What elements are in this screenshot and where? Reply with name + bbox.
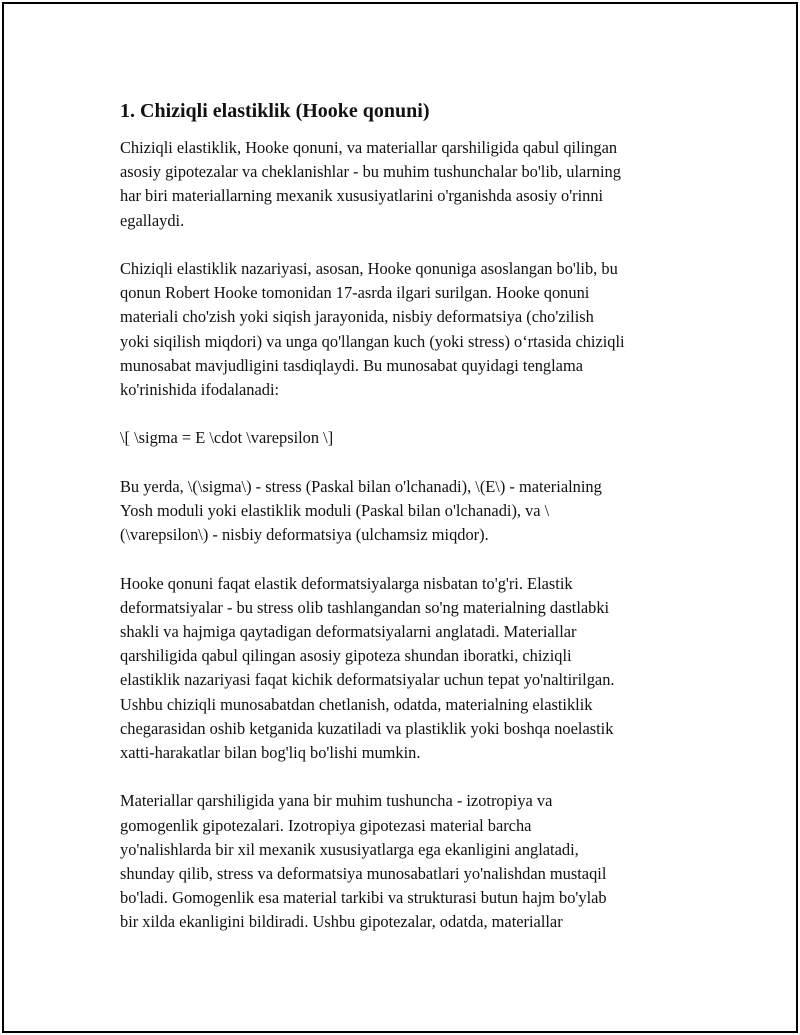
body-paragraph	[120, 789, 692, 934]
text-line: qonun Robert Hooke tomonidan 17-asrda ilgari surilgan. Hooke qonuni	[120, 283, 590, 303]
text-line: shakli va hajmiga qaytadigan deformatsiyalarni anglatadi. Materiallar	[120, 622, 577, 641]
text-line: bo'ladi. Gomogenlik esa material tarkibi va strukturasi butun hajm bo'ylab	[120, 888, 607, 908]
body-paragraph	[120, 136, 692, 233]
text-line: shunday qilib, stress va deformatsiya munosabatlari yo'nalishdan mustaqil	[120, 864, 607, 884]
text-line: Hooke qonuni faqat elastik deformatsiyalarga nisbatan to'g'ri. Elastik	[120, 573, 573, 593]
text-line: ko'rinishida ifodalanadi:	[120, 380, 280, 400]
text-line: Materiallar qarshiligida yana bir muhim tushuncha - izotropiya va	[120, 791, 553, 811]
body-paragraph	[120, 572, 692, 766]
body-paragraph	[120, 475, 692, 548]
document-body	[120, 98, 692, 959]
text-line: egallaydi.	[120, 210, 185, 230]
text-line: munosabat mavjudligini tasdiqlaydi. Bu munosabat quyidagi tenglama	[120, 355, 583, 375]
text-line: yo'nalishlarda bir xil mexanik xususiyatlarga ega ekanligini anglatadi,	[120, 839, 579, 859]
body-paragraph	[120, 257, 692, 402]
text-line: qarshiligida qabul qilingan asosiy gipoteza shundan iboratki, chiziqli	[120, 646, 572, 666]
section-heading: 1. Chiziqli elastiklik (Hooke qonuni)	[120, 100, 430, 122]
text-line: (\varepsilon\) - nisbiy deformatsiya (ulchamsiz miqdor).	[120, 525, 489, 545]
text-line: gomogenlik gipotezalari. Izotropiya gipotezasi material barcha	[120, 815, 532, 835]
paragraph-list	[120, 136, 692, 935]
text-line: har biri materiallarning mexanik xususiyatlarini o'rganishda asosiy o'rinni	[120, 186, 604, 206]
equation-paragraph	[120, 426, 692, 450]
text-line: Yosh moduli yoki elastiklik moduli (Paskal bilan o'lchanadi), va \	[120, 501, 550, 520]
text-line: Chiziqli elastiklik, Hooke qonuni, va materiallar qarshiligida qabul qilingan	[120, 138, 618, 157]
text-line: Chiziqli elastiklik nazariyasi, asosan, Hooke qonuniga asoslangan bo'lib, bu	[120, 259, 618, 278]
text-line: xatti-harakatlar bilan bog'liq bo'lishi mumkin.	[120, 743, 421, 763]
text-line: elastiklik nazariyasi faqat kichik deformatsiyalar uchun tepat yo'naltirilgan.	[120, 670, 615, 690]
text-line: yoki siqilish miqdori) va unga qo'llangan kuch (yoki stress) o‘rtasida chiziqli	[120, 331, 625, 351]
page-frame	[2, 2, 798, 1033]
text-line: \[ \sigma = E \cdot \varepsilon \]	[120, 428, 334, 448]
text-line: chegarasidan oshib ketganida kuzatiladi va plastiklik yoki boshqa noelastik	[120, 718, 614, 738]
text-line: materiali cho'zish yoki siqish jarayonida, nisbiy deformatsiya (cho'zilish	[120, 307, 594, 327]
text-line: deformatsiyalar - bu stress olib tashlangandan so'ng materialning dastlabki	[120, 597, 610, 617]
text-line: Ushbu chiziqli munosabatdan chetlanish, odatda, materialning elastiklik	[120, 694, 593, 714]
text-line: bir xilda ekanligini bildiradi. Ushbu gipotezalar, odatda, materiallar	[120, 912, 563, 932]
text-line: asosiy gipotezalar va cheklanishlar - bu muhim tushunchalar bo'lib, ularning	[120, 162, 621, 182]
text-line: Bu yerda, \(\sigma\) - stress (Paskal bilan o'lchanadi), \(E\) - materialning	[120, 476, 602, 496]
